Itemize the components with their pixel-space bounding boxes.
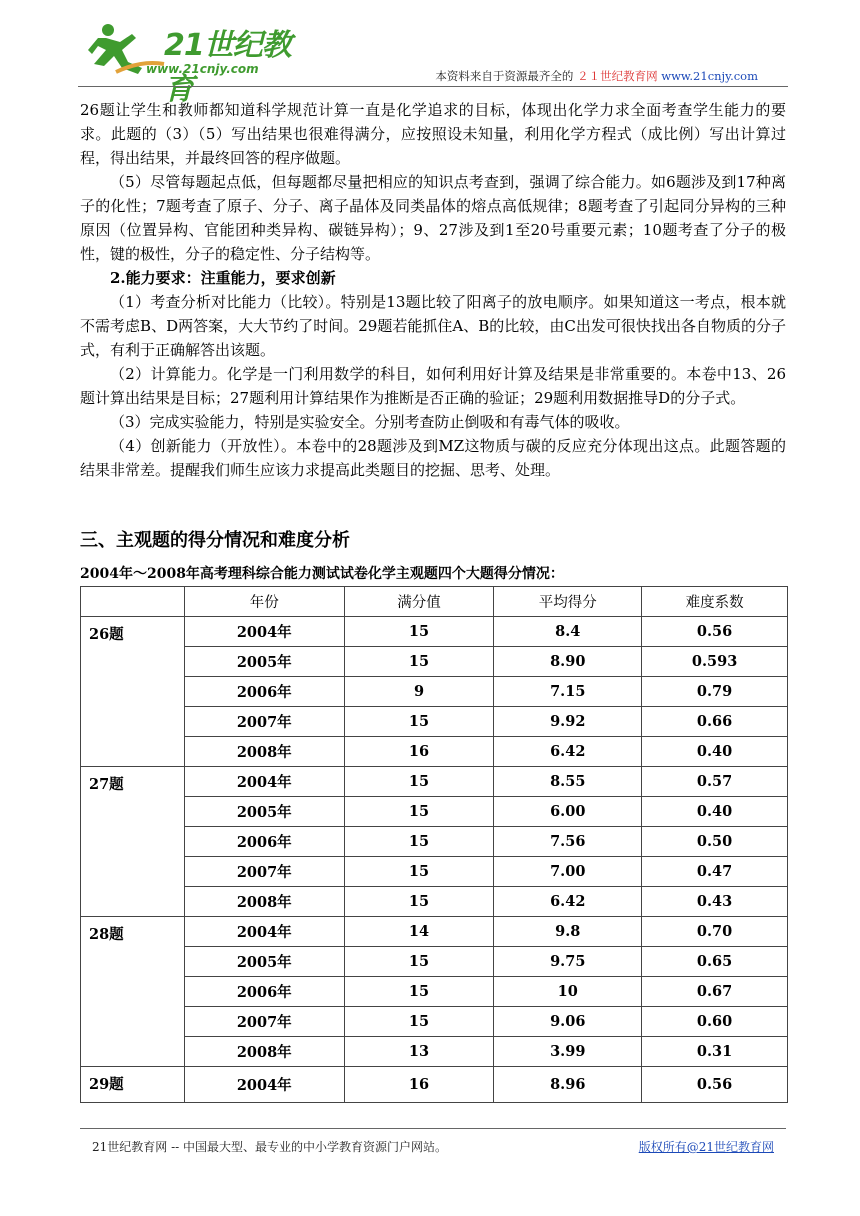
difficulty-cell: 0.60 bbox=[642, 1007, 788, 1037]
year-cell: 2006年 bbox=[184, 977, 344, 1007]
header-average-score: 平均得分 bbox=[494, 587, 642, 617]
body-text bbox=[80, 98, 786, 482]
year-cell: 2008年 bbox=[184, 737, 344, 767]
difficulty-cell: 0.40 bbox=[642, 737, 788, 767]
question-cell: 27题 bbox=[81, 767, 185, 917]
logo-text: 21世纪教育 bbox=[164, 28, 291, 107]
table-row bbox=[81, 797, 788, 827]
table-body bbox=[81, 617, 788, 1103]
question-cell: 29题 bbox=[81, 1067, 185, 1103]
table-row bbox=[81, 707, 788, 737]
paragraph-ability-3: （3）完成实验能力，特别是实验安全。分别考查防止倒吸和有毒气体的吸收。 bbox=[110, 413, 630, 431]
average-score-cell: 10 bbox=[494, 977, 642, 1007]
site-logo[interactable] bbox=[86, 20, 296, 107]
table-row bbox=[81, 617, 788, 647]
year-cell: 2004年 bbox=[184, 917, 344, 947]
difficulty-cell: 0.67 bbox=[642, 977, 788, 1007]
score-table bbox=[80, 586, 788, 1103]
average-score-cell: 6.00 bbox=[494, 797, 642, 827]
full-score-cell: 16 bbox=[344, 1067, 494, 1103]
table-row bbox=[81, 917, 788, 947]
table-row bbox=[81, 1037, 788, 1067]
year-cell: 2007年 bbox=[184, 857, 344, 887]
table-row bbox=[81, 767, 788, 797]
difficulty-cell: 0.65 bbox=[642, 947, 788, 977]
full-score-cell: 15 bbox=[344, 827, 494, 857]
table-header-row bbox=[81, 587, 788, 617]
header-divider bbox=[78, 86, 788, 87]
difficulty-cell: 0.66 bbox=[642, 707, 788, 737]
full-score-cell: 15 bbox=[344, 797, 494, 827]
average-score-cell: 6.42 bbox=[494, 737, 642, 767]
question-cell: 26题 bbox=[81, 617, 185, 767]
full-score-cell: 15 bbox=[344, 647, 494, 677]
difficulty-cell: 0.593 bbox=[642, 647, 788, 677]
year-cell: 2007年 bbox=[184, 707, 344, 737]
year-cell: 2005年 bbox=[184, 947, 344, 977]
logo-url: www.21cnjy.com bbox=[146, 62, 259, 76]
source-prefix: 本资料来自于资源最齐全的 bbox=[435, 69, 574, 83]
header-source-note bbox=[435, 68, 758, 84]
average-score-cell: 9.8 bbox=[494, 917, 642, 947]
year-cell: 2005年 bbox=[184, 797, 344, 827]
table-row bbox=[81, 1067, 788, 1103]
full-score-cell: 15 bbox=[344, 857, 494, 887]
subheading-ability: 2.能力要求：注重能力，要求创新 bbox=[110, 269, 336, 287]
full-score-cell: 15 bbox=[344, 617, 494, 647]
full-score-cell: 13 bbox=[344, 1037, 494, 1067]
paragraph-ability-4: （4）创新能力（开放性）。本卷中的28题涉及到MZ这物质与碳的反应充分体现出这点。此题答题的结果非常差。提醒我们师生应该力求提高此类题目的挖掘、思考、处理。 bbox=[80, 437, 786, 479]
difficulty-cell: 0.43 bbox=[642, 887, 788, 917]
header-difficulty: 难度系数 bbox=[642, 587, 788, 617]
difficulty-cell: 0.57 bbox=[642, 767, 788, 797]
difficulty-cell: 0.79 bbox=[642, 677, 788, 707]
header-question bbox=[81, 587, 185, 617]
footer-divider bbox=[80, 1128, 786, 1129]
year-cell: 2004年 bbox=[184, 1067, 344, 1103]
difficulty-cell: 0.56 bbox=[642, 1067, 788, 1103]
table-row bbox=[81, 647, 788, 677]
table-row bbox=[81, 857, 788, 887]
table-row bbox=[81, 737, 788, 767]
full-score-cell: 15 bbox=[344, 707, 494, 737]
full-score-cell: 15 bbox=[344, 1007, 494, 1037]
difficulty-cell: 0.70 bbox=[642, 917, 788, 947]
table-row bbox=[81, 677, 788, 707]
full-score-cell: 16 bbox=[344, 737, 494, 767]
difficulty-cell: 0.56 bbox=[642, 617, 788, 647]
table-caption: 2004年～2008年高考理科综合能力测试试卷化学主观题四个大题得分情况： bbox=[80, 566, 564, 582]
table-row bbox=[81, 1007, 788, 1037]
difficulty-cell: 0.47 bbox=[642, 857, 788, 887]
year-cell: 2004年 bbox=[184, 617, 344, 647]
average-score-cell: 9.92 bbox=[494, 707, 642, 737]
footer-site-note: 21世纪教育网 -- 中国最大型、最专业的中小学教育资源门户网站。 bbox=[92, 1140, 448, 1154]
footer-copyright-link[interactable]: 版权所有@21世纪教育网 bbox=[638, 1140, 774, 1154]
average-score-cell: 7.15 bbox=[494, 677, 642, 707]
paragraph-26: 26题让学生和教师都知道科学规范计算一直是化学追求的目标，体现出化学力求全面考查学生能力的要求。此题的（3）（5）写出结果也很难得满分，应按照设未知量，利用化学方程式（成比例）写出计算过程，得出结果，并最终回答的程序做题。 bbox=[80, 101, 786, 167]
paragraph-ability-1: （1）考查分析对比能力（比较）。特别是13题比较了阳离子的放电顺序。如果知道这一考点，根本就不需考虑B、D两答案，大大节约了时间。29题若能抓住A、B的比较，由C出发可很快找出各自物质的分子式，有利于正确解答出该题。 bbox=[80, 293, 786, 359]
header-year: 年份 bbox=[184, 587, 344, 617]
difficulty-cell: 0.40 bbox=[642, 797, 788, 827]
full-score-cell: 15 bbox=[344, 977, 494, 1007]
average-score-cell: 8.4 bbox=[494, 617, 642, 647]
average-score-cell: 8.96 bbox=[494, 1067, 642, 1103]
difficulty-cell: 0.31 bbox=[642, 1037, 788, 1067]
year-cell: 2008年 bbox=[184, 1037, 344, 1067]
page-header bbox=[78, 16, 788, 107]
full-score-cell: 9 bbox=[344, 677, 494, 707]
average-score-cell: 8.90 bbox=[494, 647, 642, 677]
average-score-cell: 8.55 bbox=[494, 767, 642, 797]
paragraph-point-5: （5）尽管每题起点低，但每题都尽量把相应的知识点考查到，强调了综合能力。如6题涉及到17种离子的化性；7题考查了原子、分子、离子晶体及同类晶体的熔点高低规律；8题考查了引起同分异构的三种原因（位置异构、官能团种类异构、碳链异构）；9、27涉及到1至20号重要元素；10题考查了分子的极性，键的极性，分子的稳定性、分子结构等。 bbox=[80, 173, 786, 263]
paragraph-ability-2: （2）计算能力。化学是一门利用数学的科目，如何利用好计算及结果是非常重要的。本卷中13、26题计算出结果是目标；27题利用计算结果作为推断是否正确的验证；29题利用数据推导D的分子式。 bbox=[80, 365, 786, 407]
full-score-cell: 15 bbox=[344, 887, 494, 917]
table-row bbox=[81, 887, 788, 917]
year-cell: 2004年 bbox=[184, 767, 344, 797]
question-cell: 28题 bbox=[81, 917, 185, 1067]
year-cell: 2006年 bbox=[184, 827, 344, 857]
average-score-cell: 7.00 bbox=[494, 857, 642, 887]
year-cell: 2008年 bbox=[184, 887, 344, 917]
year-cell: 2006年 bbox=[184, 677, 344, 707]
section-title: 三、主观题的得分情况和难度分析 bbox=[80, 530, 350, 551]
full-score-cell: 15 bbox=[344, 767, 494, 797]
average-score-cell: 9.75 bbox=[494, 947, 642, 977]
average-score-cell: 9.06 bbox=[494, 1007, 642, 1037]
average-score-cell: 7.56 bbox=[494, 827, 642, 857]
table-row bbox=[81, 947, 788, 977]
full-score-cell: 15 bbox=[344, 947, 494, 977]
average-score-cell: 3.99 bbox=[494, 1037, 642, 1067]
table-row bbox=[81, 827, 788, 857]
header-full-score: 满分值 bbox=[344, 587, 494, 617]
average-score-cell: 6.42 bbox=[494, 887, 642, 917]
source-url-link[interactable]: www.21cnjy.com bbox=[661, 69, 758, 83]
year-cell: 2007年 bbox=[184, 1007, 344, 1037]
year-cell: 2005年 bbox=[184, 647, 344, 677]
source-brand[interactable]: ２１世纪教育网 bbox=[577, 69, 658, 83]
full-score-cell: 14 bbox=[344, 917, 494, 947]
table-row bbox=[81, 977, 788, 1007]
difficulty-cell: 0.50 bbox=[642, 827, 788, 857]
